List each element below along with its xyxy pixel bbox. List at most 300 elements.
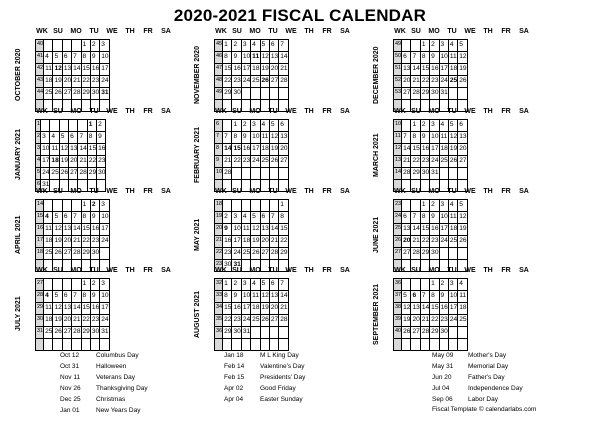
weekday-label: WK <box>394 28 406 35</box>
holiday-date: Dec 25 <box>60 396 81 403</box>
day-cell: 16 <box>232 64 241 76</box>
day-cell <box>41 120 50 132</box>
day-cell: 11 <box>439 132 448 144</box>
day-cell <box>402 40 411 52</box>
month-label: MARCH 2021 <box>373 133 380 177</box>
week-row <box>394 156 468 168</box>
day-cell: 6 <box>402 52 411 64</box>
weekday-label: TU <box>268 188 278 195</box>
day-cell: 7 <box>72 291 81 303</box>
day-cell: 15 <box>411 144 420 156</box>
day-cell: 3 <box>448 279 457 291</box>
weekday-label: WK <box>215 267 227 274</box>
day-cell: 23 <box>430 236 439 248</box>
day-cell: 25 <box>251 315 260 327</box>
holiday-date: Nov 11 <box>60 374 81 381</box>
day-cell: 9 <box>90 212 99 224</box>
week-number: 21 <box>215 236 223 248</box>
day-cell: 31 <box>100 88 109 100</box>
day-cell: 26 <box>458 76 467 88</box>
week-row <box>394 88 468 100</box>
day-cell: 27 <box>62 248 71 260</box>
week-number: 13 <box>394 156 402 168</box>
week-row <box>215 315 289 327</box>
week-number: 36 <box>215 327 223 339</box>
day-cell: 22 <box>232 156 241 168</box>
day-cell <box>251 200 260 212</box>
week-number: 7 <box>215 132 223 144</box>
day-cell: 18 <box>260 144 269 156</box>
week-number <box>394 339 402 351</box>
day-cell <box>69 120 78 132</box>
day-cell: 8 <box>420 212 429 224</box>
day-cell: 30 <box>97 168 106 180</box>
day-cell: 22 <box>420 76 429 88</box>
day-cell: 1 <box>223 279 232 291</box>
week-row <box>36 144 106 156</box>
day-cell <box>402 279 411 291</box>
weekday-label: WE <box>106 267 118 274</box>
day-cell: 16 <box>90 64 99 76</box>
day-cell: 23 <box>90 236 99 248</box>
week-row <box>394 224 468 236</box>
day-cell: 12 <box>53 224 62 236</box>
day-cell: 8 <box>87 132 96 144</box>
weekday-label: MO <box>70 267 82 274</box>
week-number: 6 <box>215 120 223 132</box>
day-cell: 14 <box>420 303 429 315</box>
day-cell: 20 <box>269 64 278 76</box>
weekday-label: SU <box>232 28 242 35</box>
day-cell: 20 <box>69 156 78 168</box>
day-cell: 27 <box>402 248 411 260</box>
day-cell: 9 <box>241 132 250 144</box>
week-number: 31 <box>36 327 44 339</box>
day-cell: 27 <box>458 156 467 168</box>
day-cell: 10 <box>100 291 109 303</box>
month-label: NOVEMBER 2020 <box>194 46 201 104</box>
week-number: 44 <box>36 88 44 100</box>
week-row <box>36 339 110 351</box>
day-cell: 30 <box>90 88 99 100</box>
weekday-label: MO <box>249 188 261 195</box>
day-cell: 9 <box>439 291 448 303</box>
day-cell: 29 <box>81 327 90 339</box>
weekday-label: MO <box>428 108 440 115</box>
day-cell: 17 <box>251 144 260 156</box>
day-cell: 2 <box>430 40 439 52</box>
day-cell <box>44 40 53 52</box>
day-cell <box>223 200 232 212</box>
day-cell: 5 <box>53 291 62 303</box>
day-cell: 16 <box>223 236 232 248</box>
month-grid <box>35 199 110 272</box>
day-cell <box>279 327 288 339</box>
day-cell <box>439 339 448 351</box>
day-cell: 17 <box>430 144 439 156</box>
week-number: 20 <box>215 224 223 236</box>
holiday-item <box>432 361 523 372</box>
day-cell: 22 <box>87 156 96 168</box>
day-cell <box>411 339 420 351</box>
week-row <box>394 200 468 212</box>
holiday-column <box>60 350 148 416</box>
day-cell: 18 <box>439 144 448 156</box>
day-cell: 28 <box>72 327 81 339</box>
week-row <box>394 212 468 224</box>
day-cell: 2 <box>223 212 232 224</box>
week-number: 50 <box>394 52 402 64</box>
day-cell: 12 <box>458 212 467 224</box>
day-cell: 17 <box>439 64 448 76</box>
week-row <box>394 64 468 76</box>
month-grid <box>35 278 110 351</box>
day-cell: 6 <box>62 291 71 303</box>
holiday-item <box>224 372 305 383</box>
day-cell: 10 <box>232 224 241 236</box>
day-cell: 6 <box>269 40 278 52</box>
day-cell: 19 <box>458 224 467 236</box>
day-cell: 12 <box>53 64 62 76</box>
week-row <box>215 132 289 144</box>
day-cell: 14 <box>78 144 87 156</box>
day-cell: 11 <box>260 132 269 144</box>
week-row <box>394 279 468 291</box>
day-cell: 2 <box>97 120 106 132</box>
day-cell: 30 <box>430 88 439 100</box>
day-cell: 8 <box>81 52 90 64</box>
week-number: 35 <box>215 315 223 327</box>
holiday-name: Mother's Day <box>468 352 507 359</box>
day-cell <box>448 339 457 351</box>
day-cell: 30 <box>232 327 241 339</box>
week-row <box>394 120 468 132</box>
weekday-label: TU <box>268 267 278 274</box>
weekday-label: WK <box>36 28 48 35</box>
weekday-label: SA <box>340 108 350 115</box>
holiday-date: Nov 26 <box>60 385 81 392</box>
holiday-date: Oct 31 <box>60 363 80 370</box>
day-cell: 17 <box>100 303 109 315</box>
day-cell: 25 <box>458 315 467 327</box>
day-cell <box>260 200 269 212</box>
day-cell <box>62 40 71 52</box>
week-number: 33 <box>215 291 223 303</box>
day-cell: 31 <box>41 180 50 192</box>
day-cell: 3 <box>251 120 260 132</box>
day-cell: 22 <box>81 76 90 88</box>
day-cell <box>81 339 90 351</box>
week-number: 28 <box>36 291 44 303</box>
day-cell: 8 <box>223 291 232 303</box>
weekday-label: TU <box>447 188 457 195</box>
day-cell: 7 <box>223 132 232 144</box>
day-cell: 19 <box>59 156 68 168</box>
day-cell: 28 <box>72 248 81 260</box>
day-cell <box>62 279 71 291</box>
week-row <box>394 248 468 260</box>
day-cell: 1 <box>420 200 429 212</box>
week-row <box>36 132 106 144</box>
day-cell <box>53 279 62 291</box>
weekday-header <box>35 28 175 39</box>
day-cell <box>439 168 448 180</box>
day-cell <box>251 88 260 100</box>
day-cell: 2 <box>241 120 250 132</box>
holiday-item <box>432 372 523 383</box>
weekday-label: MO <box>428 267 440 274</box>
day-cell: 4 <box>260 120 269 132</box>
weekday-label: WE <box>106 108 118 115</box>
day-cell: 16 <box>90 303 99 315</box>
weekday-header <box>393 267 533 278</box>
week-row <box>394 76 468 88</box>
day-cell: 3 <box>430 120 439 132</box>
holiday-date: Apr 02 <box>224 385 244 392</box>
day-cell: 13 <box>402 224 411 236</box>
day-cell: 16 <box>430 224 439 236</box>
day-cell: 19 <box>448 144 457 156</box>
day-cell: 4 <box>251 279 260 291</box>
day-cell: 16 <box>97 144 106 156</box>
day-cell: 21 <box>420 315 429 327</box>
weekday-label: TH <box>125 108 135 115</box>
day-cell: 11 <box>448 212 457 224</box>
weekday-label: FR <box>143 188 153 195</box>
week-row <box>215 200 289 212</box>
weekday-label: FR <box>501 28 511 35</box>
week-row <box>36 76 110 88</box>
day-cell: 27 <box>69 168 78 180</box>
weekday-header <box>35 267 175 278</box>
week-row <box>394 315 468 327</box>
day-cell: 30 <box>420 168 429 180</box>
day-cell: 13 <box>411 303 420 315</box>
day-cell <box>269 88 278 100</box>
day-cell: 26 <box>448 156 457 168</box>
day-cell <box>100 339 109 351</box>
holiday-date: Jan 01 <box>60 407 80 414</box>
weekday-label: SA <box>161 28 171 35</box>
day-cell: 1 <box>87 120 96 132</box>
weekday-label: SU <box>411 188 421 195</box>
day-cell: 9 <box>430 52 439 64</box>
day-cell: 10 <box>41 144 50 156</box>
day-cell: 9 <box>97 132 106 144</box>
month-grid <box>214 39 289 112</box>
weekday-label: WE <box>285 267 297 274</box>
day-cell <box>411 279 420 291</box>
holiday-item <box>224 350 305 361</box>
day-cell: 6 <box>458 120 467 132</box>
day-cell: 31 <box>439 88 448 100</box>
day-cell <box>260 327 269 339</box>
day-cell: 31 <box>232 260 241 272</box>
day-cell: 5 <box>269 120 278 132</box>
day-cell: 5 <box>53 212 62 224</box>
weekday-label: MO <box>249 267 261 274</box>
day-cell <box>269 327 278 339</box>
weekday-label: SA <box>519 188 529 195</box>
day-cell <box>44 279 53 291</box>
day-cell: 7 <box>420 291 429 303</box>
day-cell: 26 <box>53 327 62 339</box>
day-cell <box>420 279 429 291</box>
day-cell: 5 <box>458 40 467 52</box>
day-cell: 14 <box>269 224 278 236</box>
weekday-label: SA <box>519 108 529 115</box>
day-cell: 22 <box>223 76 232 88</box>
day-cell: 22 <box>420 236 429 248</box>
day-cell: 4 <box>448 40 457 52</box>
weekday-label: TU <box>447 267 457 274</box>
weekday-header <box>35 188 175 199</box>
day-cell: 19 <box>251 236 260 248</box>
day-cell: 19 <box>53 236 62 248</box>
weekday-label: SU <box>232 108 242 115</box>
week-row <box>394 303 468 315</box>
day-cell: 28 <box>269 248 278 260</box>
weekday-label: SU <box>411 267 421 274</box>
weekday-label: SA <box>519 28 529 35</box>
day-cell: 11 <box>251 291 260 303</box>
day-cell: 9 <box>232 291 241 303</box>
weekday-label: SU <box>232 267 242 274</box>
page-title: 2020-2021 FISCAL CALENDAR <box>173 6 427 25</box>
day-cell: 24 <box>448 315 457 327</box>
day-cell: 25 <box>260 156 269 168</box>
day-cell: 19 <box>269 144 278 156</box>
day-cell: 3 <box>41 132 50 144</box>
week-number: 24 <box>394 212 402 224</box>
day-cell: 21 <box>279 303 288 315</box>
week-number: 49 <box>215 88 223 100</box>
week-number: 8 <box>215 144 223 156</box>
weekday-label: WE <box>464 267 476 274</box>
day-cell: 24 <box>439 236 448 248</box>
day-cell <box>72 339 81 351</box>
month-grid <box>35 119 106 192</box>
weekday-label: TU <box>89 188 99 195</box>
day-cell <box>241 168 250 180</box>
day-cell: 13 <box>62 303 71 315</box>
weekday-label: SA <box>161 267 171 274</box>
day-cell: 9 <box>90 52 99 64</box>
holiday-date: May 09 <box>432 352 454 359</box>
weekday-label: WE <box>285 28 297 35</box>
week-row <box>36 248 110 260</box>
weekday-label: TU <box>447 28 457 35</box>
day-cell: 23 <box>232 76 241 88</box>
day-cell <box>251 168 260 180</box>
day-cell: 31 <box>100 327 109 339</box>
holiday-name: Thanksgiving Day <box>96 385 148 392</box>
day-cell: 8 <box>232 132 241 144</box>
day-cell: 19 <box>260 64 269 76</box>
day-cell: 18 <box>458 303 467 315</box>
day-cell: 12 <box>458 52 467 64</box>
day-cell <box>458 88 467 100</box>
day-cell: 10 <box>448 291 457 303</box>
day-cell <box>53 339 62 351</box>
month-label: JANUARY 2021 <box>15 129 22 181</box>
day-cell <box>269 339 278 351</box>
day-cell: 28 <box>420 327 429 339</box>
week-row <box>36 212 110 224</box>
day-cell: 5 <box>59 132 68 144</box>
day-cell: 3 <box>100 279 109 291</box>
day-cell: 24 <box>439 76 448 88</box>
day-cell <box>402 200 411 212</box>
weekday-label: FR <box>501 188 511 195</box>
holiday-item <box>60 394 148 405</box>
day-cell: 19 <box>402 315 411 327</box>
day-cell: 16 <box>241 144 250 156</box>
day-cell: 20 <box>458 144 467 156</box>
day-cell: 1 <box>81 200 90 212</box>
day-cell: 23 <box>430 76 439 88</box>
weekday-label: WK <box>36 188 48 195</box>
week-row <box>394 339 468 351</box>
month-label: SEPTEMBER 2021 <box>373 283 380 345</box>
holiday-date: Apr 04 <box>224 396 244 403</box>
week-row <box>215 279 289 291</box>
week-row <box>394 52 468 64</box>
weekday-label: WE <box>464 108 476 115</box>
day-cell: 30 <box>232 88 241 100</box>
day-cell: 2 <box>90 279 99 291</box>
week-number: 2 <box>36 132 41 144</box>
day-cell: 20 <box>62 76 71 88</box>
weekday-label: FR <box>501 267 511 274</box>
day-cell: 15 <box>232 144 241 156</box>
day-cell: 12 <box>269 132 278 144</box>
weekday-header <box>393 28 533 39</box>
day-cell: 21 <box>72 76 81 88</box>
day-cell: 15 <box>81 64 90 76</box>
day-cell: 25 <box>50 168 59 180</box>
day-cell: 20 <box>62 236 71 248</box>
day-cell: 15 <box>223 64 232 76</box>
day-cell: 8 <box>223 52 232 64</box>
week-row <box>215 303 289 315</box>
week-row <box>36 224 110 236</box>
weekday-label: SU <box>411 28 421 35</box>
month-grid <box>214 199 289 272</box>
weekday-label: WK <box>394 188 406 195</box>
week-row <box>36 291 110 303</box>
weekday-label: TU <box>89 108 99 115</box>
day-cell: 26 <box>59 168 68 180</box>
day-cell: 16 <box>90 224 99 236</box>
day-cell: 13 <box>260 224 269 236</box>
week-row <box>215 327 289 339</box>
week-row <box>36 52 110 64</box>
weekday-label: WE <box>464 28 476 35</box>
week-number: 15 <box>36 212 44 224</box>
day-cell: 15 <box>279 224 288 236</box>
weekday-header <box>35 108 175 119</box>
weekday-label: SA <box>340 28 350 35</box>
week-number: 46 <box>215 52 223 64</box>
week-number: 18 <box>36 248 44 260</box>
holiday-item <box>224 383 305 394</box>
day-cell: 26 <box>251 248 260 260</box>
day-cell: 12 <box>251 224 260 236</box>
day-cell: 14 <box>411 224 420 236</box>
day-cell: 29 <box>223 327 232 339</box>
day-cell: 17 <box>232 236 241 248</box>
